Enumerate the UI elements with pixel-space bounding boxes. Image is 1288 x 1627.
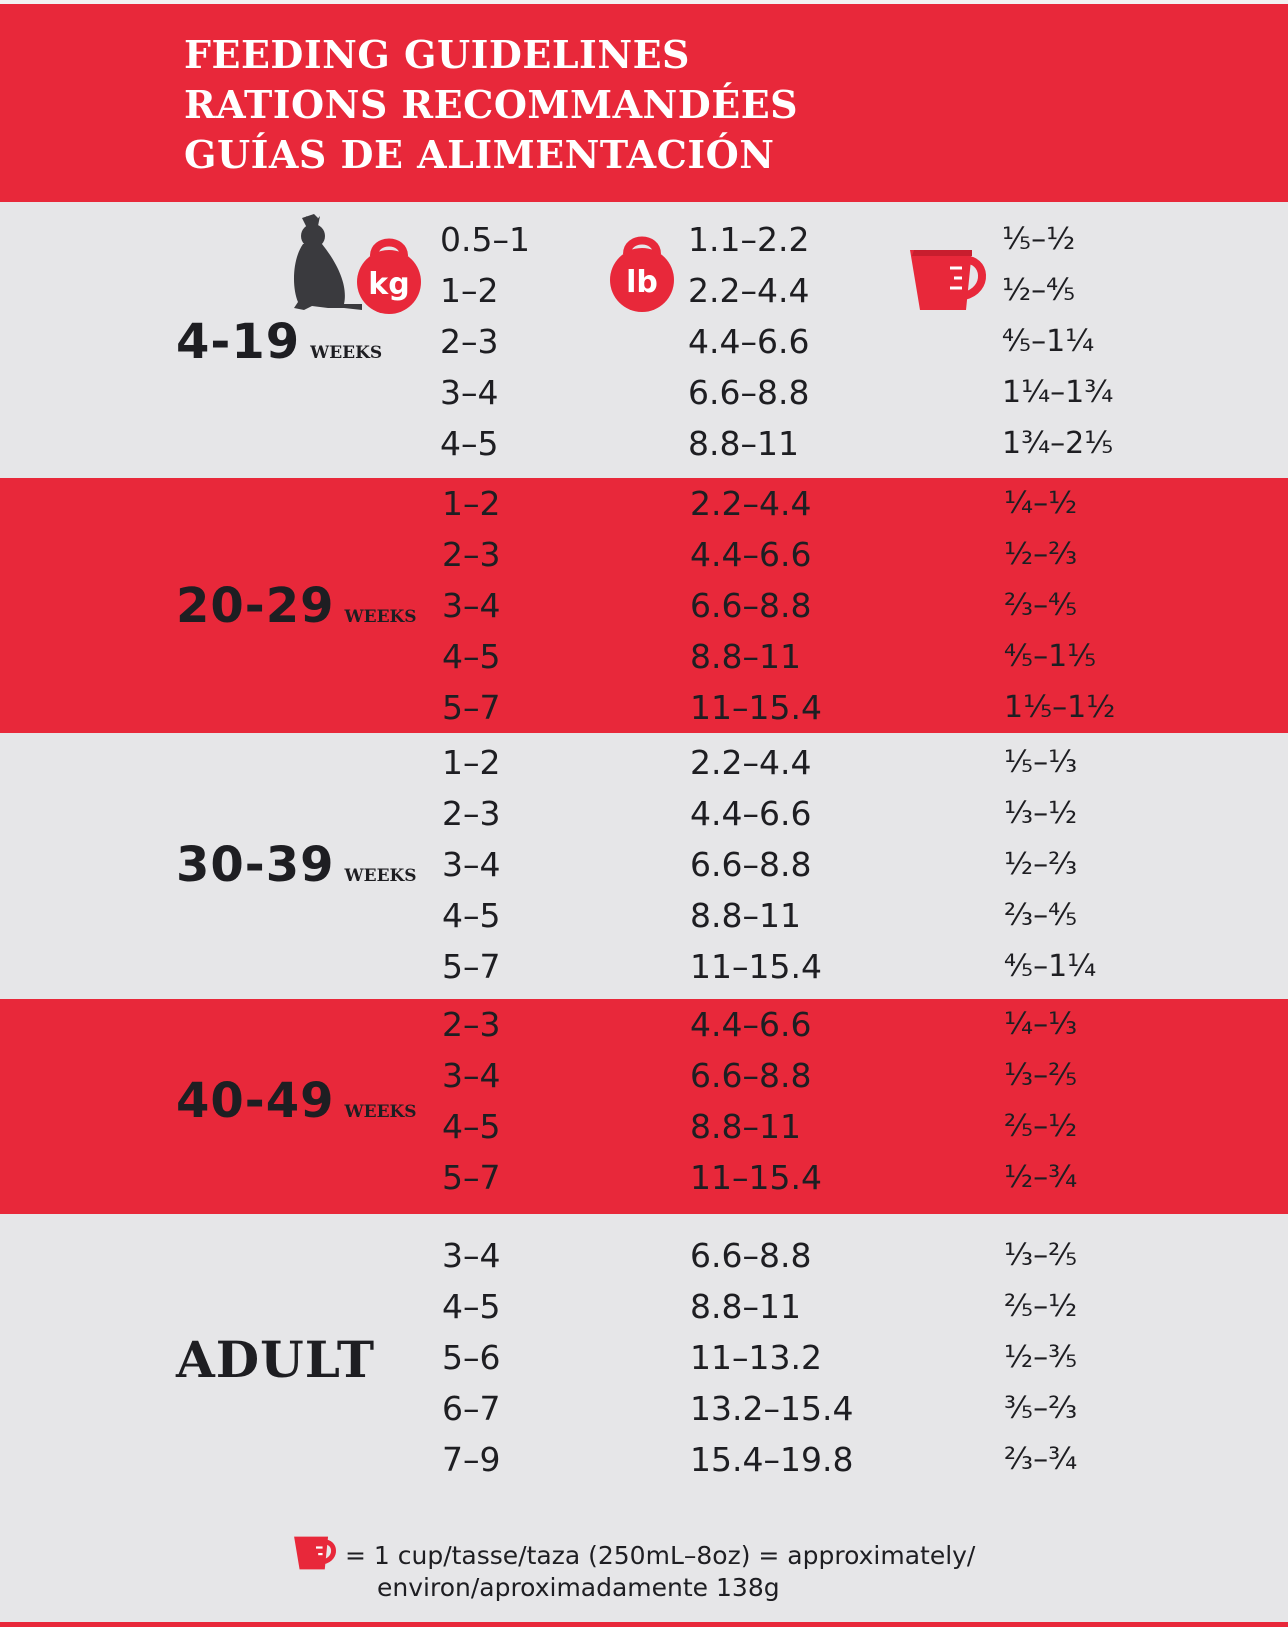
lb-value: 4.4–6.6: [688, 322, 810, 361]
kg-value: 7–9: [442, 1440, 501, 1479]
cup-conversion-note: [345, 1540, 975, 1604]
lb-value: 2.2–4.4: [690, 743, 812, 782]
kg-value: 5–6: [442, 1338, 501, 1377]
note-line-1: = 1 cup/tasse/taza (250mL–8oz) = approximately/: [345, 1541, 976, 1570]
age-unit: WEEKS: [344, 1102, 417, 1122]
measuring-cup-icon: [293, 1534, 339, 1572]
note-line-2: environ/aproximadamente 138g: [377, 1573, 780, 1602]
cups-value: ½–⅗: [1004, 1340, 1078, 1375]
footer-note: [0, 1520, 1288, 1627]
cups-value: ⅔–¾: [1004, 1442, 1078, 1477]
kg-value: 0.5–1: [440, 220, 530, 259]
cups-value: ½–⅔: [1004, 537, 1078, 572]
age-group-band: [0, 1214, 1288, 1520]
lb-value: 4.4–6.6: [690, 794, 812, 833]
cups-value: ⅘–1¼: [1002, 324, 1095, 359]
kg-value: 4–5: [440, 424, 499, 463]
lb-value: 8.8–11: [690, 1107, 801, 1146]
lb-value: 4.4–6.6: [690, 1005, 812, 1044]
lb-value: 6.6–8.8: [690, 586, 812, 625]
cups-value: ½–⅔: [1004, 847, 1078, 882]
title-french: RATIONS RECOMMANDÉES: [184, 82, 799, 127]
cups-value: 1¼–1¾: [1002, 375, 1114, 410]
cups-value: ⅕–½: [1002, 222, 1076, 257]
age-group-band: [0, 733, 1288, 999]
lb-value: 1.1–2.2: [688, 220, 810, 259]
lb-value: 2.2–4.4: [688, 271, 810, 310]
age-group-label: [176, 314, 382, 370]
cups-value: 1¾–2⅕: [1002, 426, 1114, 461]
cups-value: ¼–⅓: [1004, 1007, 1078, 1042]
lb-value: 11–15.4: [690, 1158, 822, 1197]
age-group-band: [0, 478, 1288, 733]
cups-value: ⅕–⅓: [1004, 745, 1078, 780]
lb-value: 11–15.4: [690, 947, 822, 986]
lb-value: 8.8–11: [690, 1287, 801, 1326]
kg-value: 3–4: [442, 1236, 501, 1275]
cups-value: ⅓–½: [1004, 796, 1078, 831]
age-group-label: [176, 578, 417, 634]
age-group-label: [176, 1073, 417, 1129]
kg-value: 4–5: [442, 637, 501, 676]
age-range: 4-19: [176, 313, 301, 370]
measuring-cup-icon: [908, 246, 992, 314]
lb-weight-icon: [607, 232, 677, 312]
kg-value: 2–3: [440, 322, 499, 361]
cups-value: ⅘–1¼: [1004, 949, 1097, 984]
lb-value: 8.8–11: [688, 424, 799, 463]
lb-value: 15.4–19.8: [690, 1440, 854, 1479]
title-spanish: GUÍAS DE ALIMENTACIÓN: [184, 132, 775, 177]
cups-value: ⅘–1⅕: [1004, 639, 1097, 674]
kg-value: 2–3: [442, 794, 501, 833]
lb-label: lb: [626, 265, 658, 300]
lb-value: 8.8–11: [690, 637, 801, 676]
kg-value: 1–2: [440, 271, 499, 310]
cups-value: 1⅕–1½: [1004, 690, 1116, 725]
age-range: 20-29: [176, 577, 335, 634]
kg-value: 6–7: [442, 1389, 501, 1428]
age-unit: WEEKS: [344, 606, 417, 627]
age-unit: WEEKS: [310, 342, 383, 363]
cups-value: ⅖–½: [1004, 1289, 1078, 1324]
age-group-band: [0, 999, 1288, 1214]
age-range: 30-39: [176, 836, 335, 893]
age-unit: WEEKS: [344, 865, 417, 886]
age-range: 40-49: [176, 1073, 335, 1129]
kg-value: 4–5: [442, 1107, 501, 1146]
age-group-label: [176, 1330, 375, 1389]
lb-value: 11–15.4: [690, 688, 822, 727]
title-english: FEEDING GUIDELINES: [184, 32, 690, 77]
kg-value: 5–7: [442, 1158, 501, 1197]
lb-value: 6.6–8.8: [690, 845, 812, 884]
bottom-divider: [0, 1622, 1288, 1627]
kg-value: 2–3: [442, 535, 501, 574]
kg-value: 3–4: [442, 1056, 501, 1095]
kg-value: 5–7: [442, 947, 501, 986]
lb-value: 2.2–4.4: [690, 484, 812, 523]
kg-value: 3–4: [440, 373, 499, 412]
cups-value: ½–¾: [1004, 1160, 1078, 1195]
kg-label: kg: [368, 267, 410, 302]
age-range: ADULT: [176, 1329, 376, 1389]
kg-value: 1–2: [442, 743, 501, 782]
cups-value: ⅓–⅖: [1004, 1238, 1078, 1273]
kg-value: 5–7: [442, 688, 501, 727]
cups-value: ⅖–½: [1004, 1109, 1078, 1144]
kg-value: 3–4: [442, 586, 501, 625]
cups-value: ⅗–⅔: [1004, 1391, 1078, 1426]
cups-value: ¼–½: [1004, 486, 1078, 521]
header-titles: [184, 30, 798, 180]
lb-value: 6.6–8.8: [690, 1056, 812, 1095]
kg-value: 4–5: [442, 896, 501, 935]
kg-value: 1–2: [442, 484, 501, 523]
lb-value: 4.4–6.6: [690, 535, 812, 574]
cups-value: ⅔–⅘: [1004, 898, 1078, 933]
cups-value: ⅓–⅖: [1004, 1058, 1078, 1093]
lb-value: 13.2–15.4: [690, 1389, 854, 1428]
lb-value: 8.8–11: [690, 896, 801, 935]
kg-value: 4–5: [442, 1287, 501, 1326]
lb-value: 11–13.2: [690, 1338, 822, 1377]
cups-value: ⅔–⅘: [1004, 588, 1078, 623]
kg-value: 2–3: [442, 1005, 501, 1044]
age-group-label: [176, 837, 417, 893]
cups-value: ½–⅘: [1002, 273, 1076, 308]
kg-weight-icon: [354, 234, 424, 314]
header-banner: [0, 0, 1288, 202]
lb-value: 6.6–8.8: [690, 1236, 812, 1275]
kg-value: 3–4: [442, 845, 501, 884]
lb-value: 6.6–8.8: [688, 373, 810, 412]
cat-silhouette-icon: [288, 214, 364, 312]
